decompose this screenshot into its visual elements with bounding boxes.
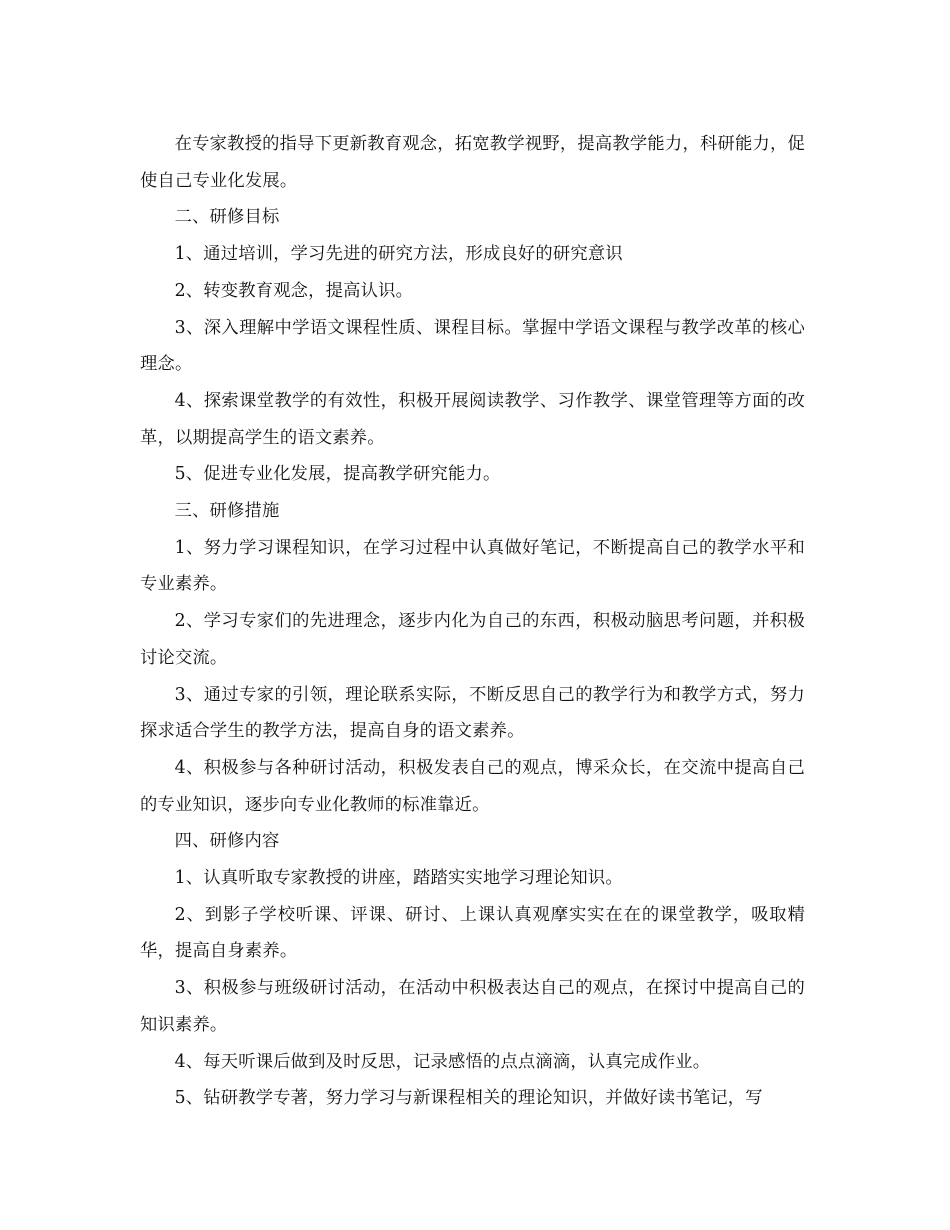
content-item-5: 5、钻研教学专著，努力学习与新课程相关的理论知识，并做好读书笔记，写 [174,1088,763,1109]
content-item-3: 3、积极参与班级研讨活动，在活动中积极表达自己的观点，在探讨中提高自己的知识素养。 [140,978,805,1035]
measure-item-2: 2、学习专家们的先进理念，逐步内化为自己的东西，积极动脑思考问题，并积极讨论交流。 [140,611,805,668]
goal-item-3: 3、深入理解中学语文课程性质、课程目标。掌握中学语文课程与教学改革的核心理念。 [140,317,805,375]
measure-item-3: 3、通过专家的引领，理论联系实际，不断反思自己的教学行为和教学方式，努力探求适合学生的教学方法，提高自身的语文素养。 [140,684,805,742]
measure-item-1: 1、努力学习课程知识，在学习过程中认真做好笔记，不断提高自己的教学水平和专业素养。 [140,537,805,595]
section-heading-content: 四、研修内容 [174,831,280,852]
measure-item-4: 4、积极参与各种研讨活动，积极发表自己的观点，博采众长，在交流中提高自己的专业知识，逐步向专业化教师的标准靠近。 [140,757,805,815]
section-heading-measures: 三、研修措施 [174,501,280,522]
document-body [140,126,805,1117]
content-item-2: 2、到影子学校听课、评课、研讨、上课认真观摩实实在在的课堂教学，吸取精华，提高自身素养。 [140,904,805,962]
section-heading-goals: 二、研修目标 [174,207,280,228]
goal-item-2: 2、转变教育观念，提高认识。 [174,280,414,301]
content-item-1: 1、认真听取专家教授的讲座，踏踏实实地学习理论知识。 [174,868,623,889]
paragraph-intro: 在专家教授的指导下更新教育观念，拓宽教学视野，提高教学能力，科研能力，促使自己专业化发展。 [140,134,805,191]
goal-item-5: 5、促进专业化发展，提高教学研究能力。 [174,464,501,485]
goal-item-4: 4、探索课堂教学的有效性，积极开展阅读教学、习作教学、课堂管理等方面的改革，以期提高学生的语文素养。 [140,390,805,448]
goal-item-1: 1、通过培训，学习先进的研究方法，形成良好的研究意识 [174,244,623,265]
content-item-4: 4、每天听课后做到及时反思，记录感悟的点点滴滴，认真完成作业。 [174,1051,711,1072]
